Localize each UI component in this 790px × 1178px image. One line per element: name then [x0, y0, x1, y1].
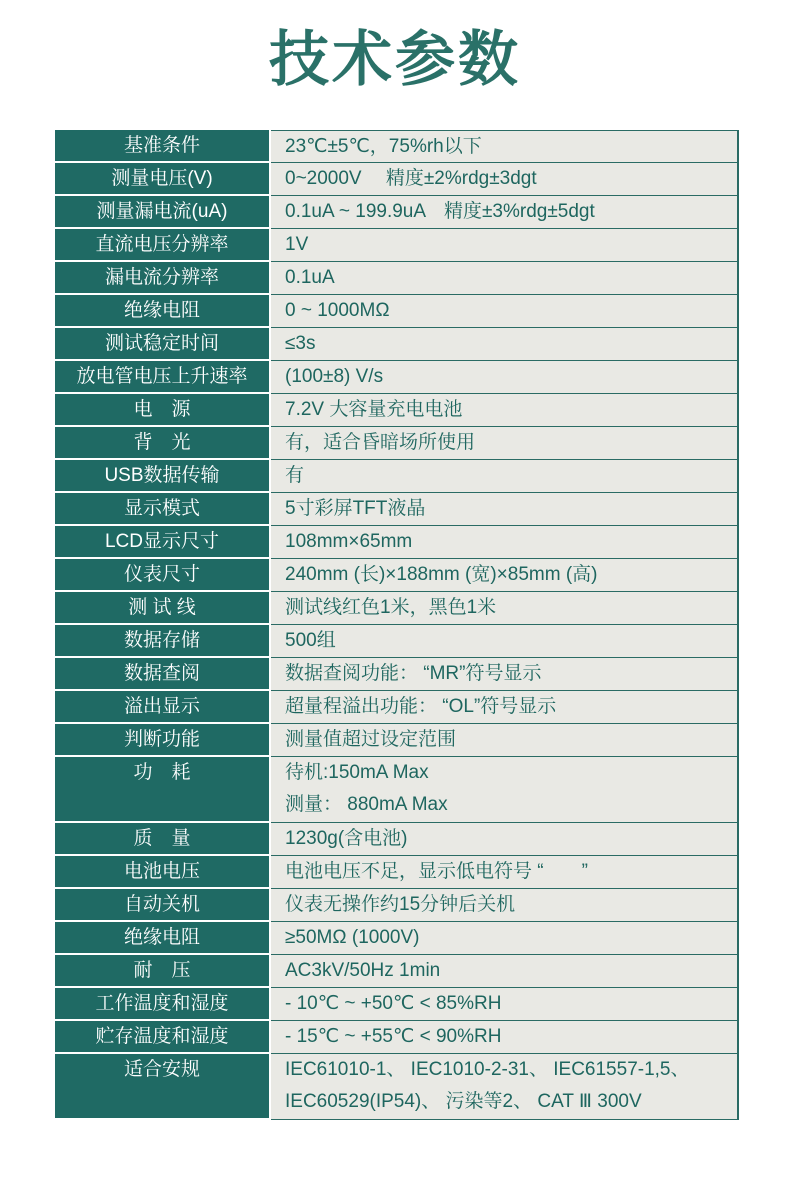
table-row — [55, 460, 739, 493]
spec-value: 0.1uA ~ 199.9uA 精度±3%rdg±5dgt — [271, 196, 739, 229]
spec-value: 电池电压不足，显示低电符号 “ ” — [271, 856, 739, 889]
table-row — [55, 493, 739, 526]
spec-value: 0 ~ 1000MΩ — [271, 295, 739, 328]
spec-value: 有 — [271, 460, 739, 493]
spec-value: ≥50MΩ (1000V) — [271, 922, 739, 955]
table-row — [55, 592, 739, 625]
spec-label: USB数据传输 — [55, 460, 271, 493]
table-row — [55, 658, 739, 691]
spec-label: 测试稳定时间 — [55, 328, 271, 361]
spec-label: 数据查阅 — [55, 658, 271, 691]
table-row — [55, 889, 739, 922]
table-row — [55, 526, 739, 559]
spec-label: 工作温度和湿度 — [55, 988, 271, 1021]
spec-label: 溢出显示 — [55, 691, 271, 724]
spec-value: AC3kV/50Hz 1min — [271, 955, 739, 988]
spec-label: 适合安规 — [55, 1054, 271, 1120]
table-row — [55, 130, 739, 163]
table-row — [55, 328, 739, 361]
table-row — [55, 427, 739, 460]
spec-value: - 10℃ ~ +50℃ < 85%RH — [271, 988, 739, 1021]
table-row — [55, 229, 739, 262]
spec-label: 放电管电压上升速率 — [55, 361, 271, 394]
table-row — [55, 1054, 739, 1120]
spec-label: 耐 压 — [55, 955, 271, 988]
table-row — [55, 361, 739, 394]
spec-label: 测量电压(V) — [55, 163, 271, 196]
spec-label: 绝缘电阻 — [55, 922, 271, 955]
spec-label: 电 源 — [55, 394, 271, 427]
table-row — [55, 394, 739, 427]
spec-label: 直流电压分辨率 — [55, 229, 271, 262]
spec-value: 0.1uA — [271, 262, 739, 295]
table-row — [55, 196, 739, 229]
spec-value: 测量值超过设定范围 — [271, 724, 739, 757]
spec-value: 5寸彩屏TFT液晶 — [271, 493, 739, 526]
table-row — [55, 1021, 739, 1054]
table-row — [55, 856, 739, 889]
spec-value: 108mm×65mm — [271, 526, 739, 559]
spec-label: 漏电流分辨率 — [55, 262, 271, 295]
spec-value: 240mm (长)×188mm (宽)×85mm (高) — [271, 559, 739, 592]
spec-value: 仪表无操作约15分钟后关机 — [271, 889, 739, 922]
spec-label: 测 试 线 — [55, 592, 271, 625]
spec-value: 1V — [271, 229, 739, 262]
spec-value: 有，适合昏暗场所使用 — [271, 427, 739, 460]
table-row — [55, 559, 739, 592]
spec-value: 测试线红色1米，黑色1米 — [271, 592, 739, 625]
spec-label: 判断功能 — [55, 724, 271, 757]
spec-label: LCD显示尺寸 — [55, 526, 271, 559]
table-row — [55, 691, 739, 724]
table-row — [55, 955, 739, 988]
table-row — [55, 757, 739, 823]
table-row — [55, 823, 739, 856]
spec-value: (100±8) V/s — [271, 361, 739, 394]
spec-label: 测量漏电流(uA) — [55, 196, 271, 229]
spec-label: 仪表尺寸 — [55, 559, 271, 592]
table-row — [55, 922, 739, 955]
spec-value: IEC61010-1、 IEC1010-2-31、 IEC61557-1,5、 IEC60529(IP54)、 污染等2、 CAT Ⅲ 300V — [271, 1054, 739, 1120]
table-row — [55, 625, 739, 658]
spec-value: 待机:150mA Max 测量： 880mA Max — [271, 757, 739, 823]
spec-label: 自动关机 — [55, 889, 271, 922]
spec-label: 绝缘电阻 — [55, 295, 271, 328]
spec-label: 基准条件 — [55, 130, 271, 163]
table-row — [55, 163, 739, 196]
spec-label: 电池电压 — [55, 856, 271, 889]
spec-value: 0~2000V 精度±2%rdg±3dgt — [271, 163, 739, 196]
spec-value: 23℃±5℃，75%rh以下 — [271, 130, 739, 163]
spec-value: 超量程溢出功能： “OL”符号显示 — [271, 691, 739, 724]
spec-value: 1230g(含电池) — [271, 823, 739, 856]
spec-label: 背 光 — [55, 427, 271, 460]
table-row — [55, 295, 739, 328]
spec-label: 贮存温度和湿度 — [55, 1021, 271, 1054]
spec-value: 7.2V 大容量充电电池 — [271, 394, 739, 427]
table-row — [55, 988, 739, 1021]
spec-value: ≤3s — [271, 328, 739, 361]
spec-label: 数据存储 — [55, 625, 271, 658]
spec-value: 数据查阅功能： “MR”符号显示 — [271, 658, 739, 691]
page-title: 技术参数 — [269, 26, 521, 93]
spec-label: 功 耗 — [55, 757, 271, 823]
table-row — [55, 262, 739, 295]
spec-value: 500组 — [271, 625, 739, 658]
spec-label: 显示模式 — [55, 493, 271, 526]
spec-value: - 15℃ ~ +55℃ < 90%RH — [271, 1021, 739, 1054]
spec-label: 质 量 — [55, 823, 271, 856]
table-row — [55, 724, 739, 757]
spec-table — [55, 130, 739, 1120]
